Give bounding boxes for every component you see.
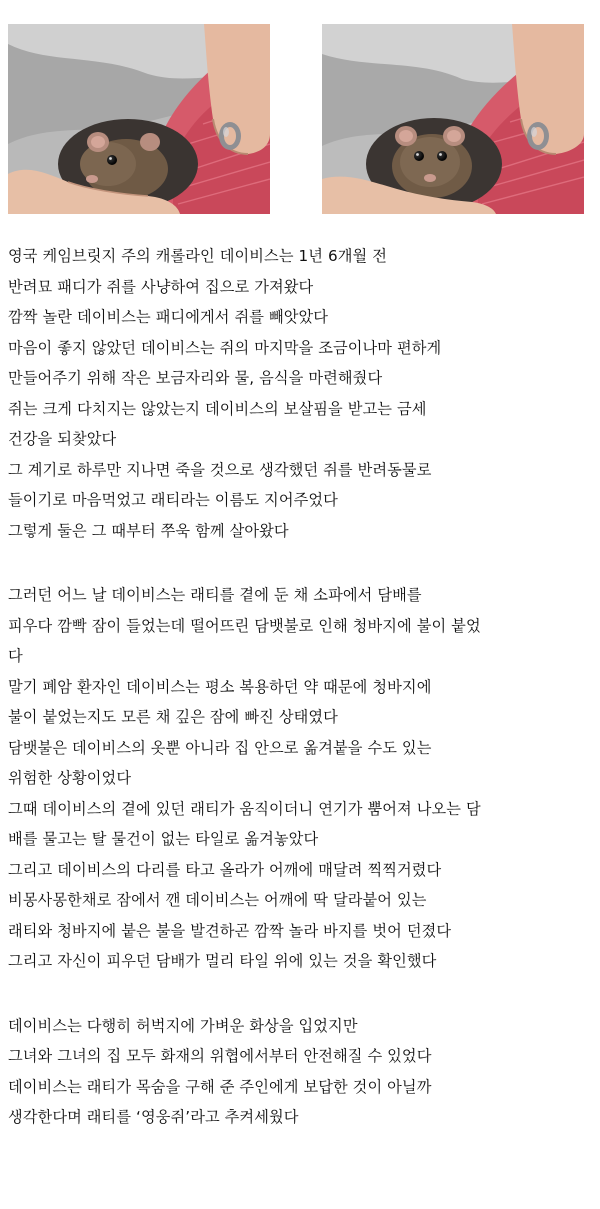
article-paragraph — [8, 580, 592, 977]
article-line: 그 계기로 하루만 지나면 죽을 것으로 생각했던 쥐를 반려동물로 — [8, 460, 432, 479]
article-line: 피우다 깜빡 잠이 들었는데 떨어뜨린 담뱃불로 인해 청바지에 불이 붙었 — [8, 616, 481, 635]
article-line: 그러던 어느 날 데이비스는 래티를 곁에 둔 채 소파에서 담배를 — [8, 586, 422, 604]
article-line: 위험한 상황이었다 — [8, 769, 132, 787]
article-line: 마음이 좋지 않았던 데이비스는 쥐의 마지막을 조금이나마 편하게 — [8, 338, 442, 357]
article-line: 생각한다며 래티를 ‘영웅쥐’라고 추켜세웠다 — [8, 1108, 299, 1126]
photo-row — [8, 24, 584, 214]
article-line: 담뱃불은 데이비스의 옷뿐 아니라 집 안으로 옮겨붙을 수도 있는 — [8, 738, 432, 757]
article-line: 그녀와 그녀의 집 모두 화재의 위협에서부터 안전해질 수 있었다 — [8, 1047, 432, 1065]
article-line: 만들어주기 위해 작은 보금자리와 물, 음식을 마련해줬다 — [8, 369, 383, 387]
rat-photo-right — [322, 24, 584, 214]
article-body — [8, 241, 592, 1167]
article-line: 비몽사몽한채로 잠에서 깬 데이비스는 어깨에 딱 달라붙어 있는 — [8, 891, 427, 909]
article-line: 데이비스는 다행히 허벅지에 가벼운 화상을 입었지만 — [8, 1016, 358, 1035]
article-line: 불이 붙었는지도 모른 채 깊은 잠에 빠진 상태였다 — [8, 708, 338, 726]
article-paragraph — [8, 1011, 592, 1133]
article-line: 반려묘 패디가 쥐를 사냥하여 집으로 가져왔다 — [8, 277, 314, 296]
article-line: 그리고 자신이 피우던 담배가 멀리 타일 위에 있는 것을 확인했다 — [8, 952, 437, 970]
article-line: 다 — [8, 647, 23, 665]
article-line: 건강을 되찾았다 — [8, 430, 117, 448]
article-paragraph — [8, 241, 592, 546]
article-line: 그렇게 둘은 그 때부터 쭈욱 함께 살아왔다 — [8, 521, 289, 540]
article-line: 말기 폐암 환자인 데이비스는 평소 복용하던 약 때문에 청바지에 — [8, 677, 432, 696]
article-line: 깜짝 놀란 데이비스는 패디에게서 쥐를 빼앗았다 — [8, 308, 329, 326]
article-line: 데이비스는 래티가 목숨을 구해 준 주인에게 보답한 것이 아닐까 — [8, 1077, 432, 1096]
article-line: 들이기로 마음먹었고 래티라는 이름도 지어주었다 — [8, 491, 338, 509]
rat-photo-left — [8, 24, 270, 214]
article-line: 쥐는 크게 다치지는 않았는지 데이비스의 보살핌을 받고는 금세 — [8, 399, 427, 418]
article-line: 배를 물고는 탈 물건이 없는 타일로 옮겨놓았다 — [8, 830, 319, 848]
article-line: 그리고 데이비스의 다리를 타고 올라가 어깨에 매달려 찍찍거렸다 — [8, 860, 442, 879]
article-line: 영국 케임브릿지 주의 캐롤라인 데이비스는 1년 6개월 전 — [8, 247, 387, 265]
article-line: 래티와 청바지에 붙은 불을 발견하곤 깜짝 놀라 바지를 벗어 던졌다 — [8, 921, 452, 940]
article-line: 그때 데이비스의 곁에 있던 래티가 움직이더니 연기가 뿜어져 나오는 담 — [8, 799, 481, 818]
